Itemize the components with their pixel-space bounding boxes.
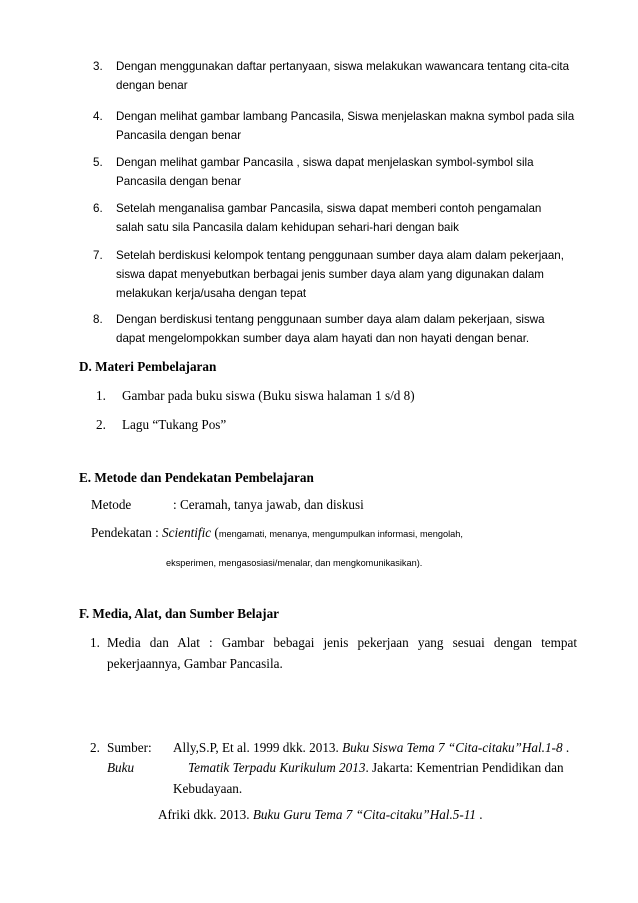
objective-number: 8. <box>93 313 103 326</box>
media-item-number: 1. <box>90 635 100 650</box>
objective-text-line: Dengan melihat gambar Pancasila , siswa dapat menjelaskan symbol-symbol sila <box>116 156 534 169</box>
objective-number: 3. <box>93 60 103 73</box>
reference-1-line-3: Kebudayaan. <box>173 781 243 796</box>
objective-text-line: Pancasila dengan benar <box>116 129 242 142</box>
objective-text-line: Dengan melihat gambar lambang Pancasila, Siswa menjelaskan makna symbol pada sila <box>116 110 575 123</box>
section-d-heading: D. Materi Pembelajaran <box>79 359 217 374</box>
materi-item-1-text: Gambar pada buku siswa (Buku siswa halaman 1 s/d 8) <box>122 388 415 403</box>
objective-number: 4. <box>93 110 103 123</box>
media-alat-line-2: pekerjaannya, Gambar Pancasila. <box>107 656 283 671</box>
reference-2 <box>158 807 483 823</box>
objective-number: 5. <box>93 156 103 169</box>
section-f-heading: F. Media, Alat, dan Sumber Belajar <box>79 606 280 621</box>
media-alat-line-1: Media dan Alat : Gambar bebagai jenis pekerjaan yang sesuai dengan tempat <box>107 635 577 650</box>
reference-2-title: Buku Guru Tema 7 “Cita-citaku”Hal.5-11 <box>252 807 476 822</box>
pendekatan-scientific: Scientific <box>162 525 212 540</box>
objective-number: 7. <box>93 249 103 262</box>
objective-text-line: salah satu sila Pancasila dalam kehidupan sehari-hari dengan baik <box>116 221 459 234</box>
pendekatan-open-paren: ( <box>211 525 219 540</box>
reference-1-line-1 <box>173 740 569 756</box>
reference-1-line-2 <box>188 760 564 776</box>
objective-text-line: Setelah berdiskusi kelompok tentang penggunaan sumber daya alam dalam pekerjaan, <box>116 249 564 262</box>
objective-text-line: dapat mengelompokkan sumber daya alam hayati dan non hayati dengan benar. <box>116 332 530 345</box>
pendekatan-label: Pendekatan : <box>91 525 163 540</box>
reference-1-end-dot: . <box>562 740 570 755</box>
objective-text-line: Pancasila dengan benar <box>116 175 242 188</box>
objective-text-line: melakukan kerja/usaha dengan tepat <box>116 287 307 300</box>
buku-label: Buku <box>107 760 135 775</box>
sumber-label: Sumber: <box>107 740 152 755</box>
pendekatan-steps-continued: eksperimen, mengasosiasi/menalar, dan mengkomunikasikan). <box>166 558 423 568</box>
objective-text-line: dengan benar <box>116 79 188 92</box>
reference-1-subtitle: Tematik Terpadu Kurikulum 2013 <box>188 760 366 775</box>
reference-1-title: Buku Siswa Tema 7 “Cita-citaku”Hal.1-8 <box>342 740 563 755</box>
materi-item-2-text: Lagu “Tukang Pos” <box>122 417 227 432</box>
objective-text-line: Setelah menganalisa gambar Pancasila, siswa dapat memberi contoh pengamalan <box>116 202 542 215</box>
materi-item-2-number: 2. <box>96 417 106 432</box>
reference-2-authors: Afriki dkk. 2013. <box>158 807 253 822</box>
section-e-heading: E. Metode dan Pendekatan Pembelajaran <box>79 470 314 485</box>
objective-text-line: Dengan berdiskusi tentang penggunaan sumber daya alam dalam pekerjaan, siswa <box>116 313 545 326</box>
objective-text-line: Dengan menggunakan daftar pertanyaan, siswa melakukan wawancara tentang cita-cita <box>116 60 570 73</box>
objective-number: 6. <box>93 202 103 215</box>
objective-text-line: siswa dapat menyebutkan berbagai jenis sumber daya alam yang digunakan dalam <box>116 268 544 281</box>
reference-1-publisher: . Jakarta: Kementrian Pendidikan dan <box>365 760 564 775</box>
reference-2-end-dot: . <box>475 807 483 822</box>
sumber-item-number: 2. <box>90 740 100 755</box>
metode-value: : Ceramah, tanya jawab, dan diskusi <box>173 497 364 512</box>
materi-item-1-number: 1. <box>96 388 106 403</box>
metode-label: Metode <box>91 497 132 512</box>
reference-1-authors: Ally,S.P, Et al. 1999 dkk. 2013. <box>173 740 343 755</box>
pendekatan-line <box>91 525 463 541</box>
pendekatan-steps: mengamati, menanya, mengumpulkan informasi, mengolah, <box>218 529 463 539</box>
